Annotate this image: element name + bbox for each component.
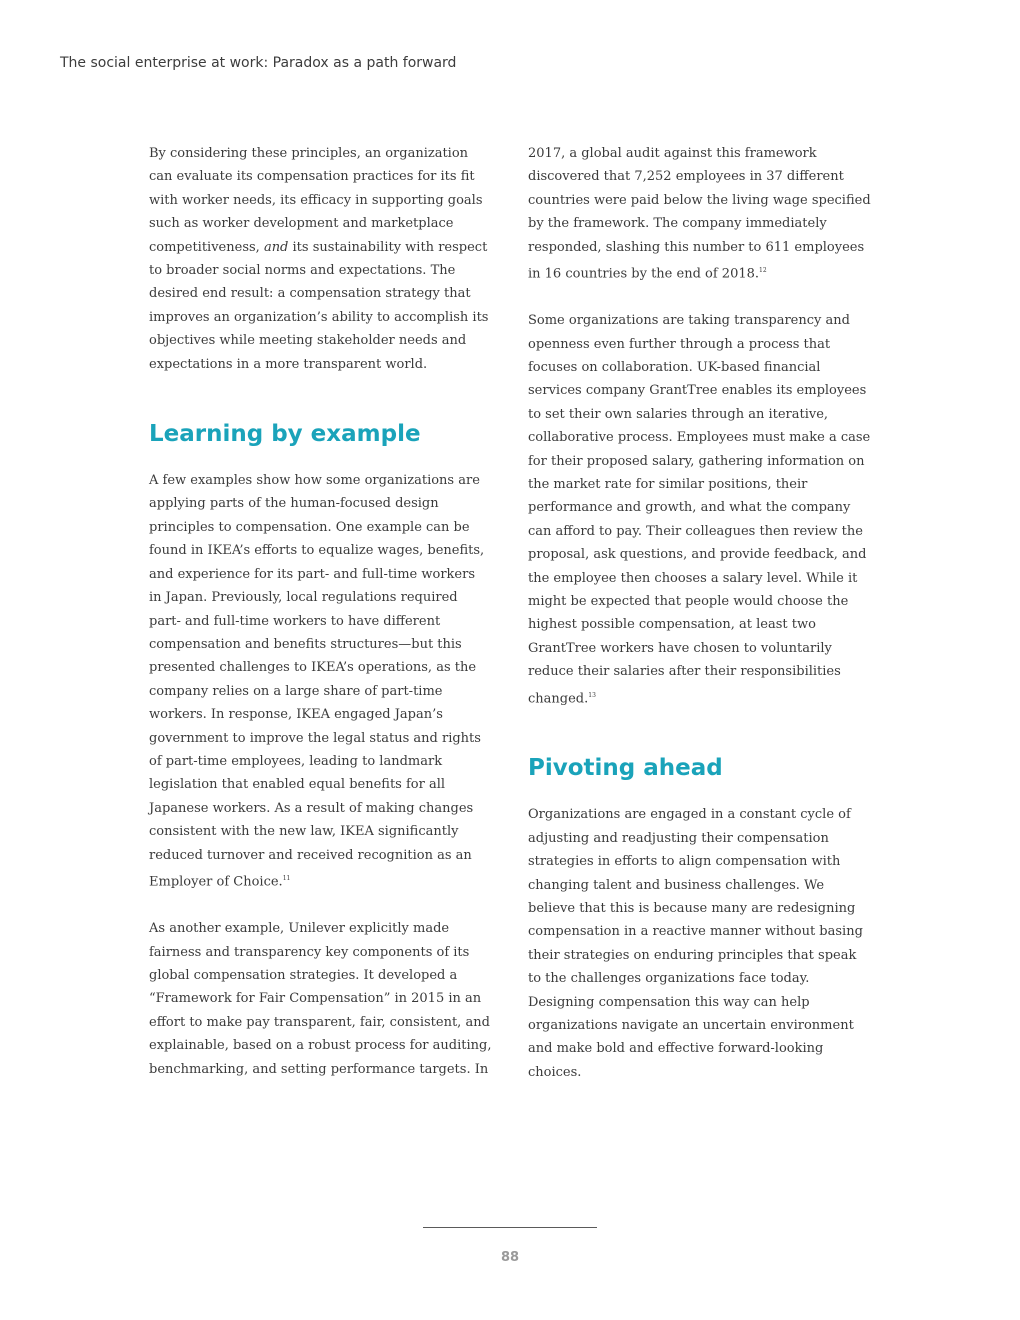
page-number: 88 xyxy=(500,1250,520,1265)
unilever-paragraph: As another example, Unilever explicitly made fairness and transparency key components of its global compensation strategies. It developed a “Framework for Fair Compensation” in 2015 in an effort to make pay transparent, fair, consistent, and explainable, based on a robust process for auditing, benchmarking, and setting performance targets. In xyxy=(149,921,492,1077)
ikea-paragraph xyxy=(149,469,494,894)
granttree-paragraph xyxy=(528,309,873,710)
footer-divider xyxy=(423,1227,597,1228)
pivoting-paragraph: Organizations are engaged in a constant cycle of adjusting and readjusting their compensation strategies in efforts to align compensation with changing talent and business challenges. We believe that this is because many are redesigning compensation in a reactive manner without basing their strategies on enduring principles that speak to the challenges organizations face today. Designing compensation this way can help organizations navigate an uncertain environment and make bold and effective forward-looking choices. xyxy=(528,807,863,1080)
intro-text-part-1: By considering these principles, an organization can evaluate its compensation practices for its fit with worker needs, its efficacy in supporting goals such as worker development and marketplace competitiveness, xyxy=(149,146,483,255)
intro-emphasis: and xyxy=(263,239,289,255)
intro-text-part-2: its sustainability with respect to broader social norms and expectations. The desired end result: a compensation strategy that improves an organization’s ability to accomplish its objectives while meeting stakeholder needs and expectations in a more transparent world. xyxy=(149,239,489,372)
heading-pivoting-ahead: Pivoting ahead xyxy=(528,755,723,782)
footnote-marker-13: 13 xyxy=(588,691,596,699)
intro-paragraph xyxy=(149,142,494,376)
running-header-title: The social enterprise at work: Paradox as a path forward xyxy=(60,55,457,71)
unilever-continued-text: 2017, a global audit against this framework discovered that 7,252 employees in 37 different countries were paid below the living wage specified by the framework. The company immediately responded, slashing this number to 611 employees in 16 countries by the end of 2018. xyxy=(528,146,871,282)
left-column xyxy=(149,142,494,1081)
footnote-marker-11: 11 xyxy=(282,874,291,882)
spacer xyxy=(149,376,494,419)
spacer xyxy=(149,449,494,469)
heading-learning-by-example: Learning by example xyxy=(149,421,421,448)
spacer xyxy=(528,783,873,803)
paragraph-gap xyxy=(149,894,494,917)
granttree-paragraph-text: Some organizations are taking transparency and openness even further through a process that focuses on collaboration. UK-based financial services company GrantTree enables its employees to set their own salaries through an iterative, collaborative process. Employees must make a case for their proposed salary, gathering information on the market rate for similar positions, their performance and growth, and what the company can afford to pay. Their colleagues then review the proposal, ask questions, and provide feedback, and the employee then chooses a salary level. While it might be expected that people would choose the highest possible compensation, at least two GrantTree workers have chosen to voluntarily reduce their salaries after their responsibilities changed. xyxy=(528,313,871,706)
spacer xyxy=(528,710,873,753)
paragraph-gap xyxy=(528,286,873,309)
unilever-continued-paragraph xyxy=(528,142,873,286)
right-column xyxy=(528,142,873,1084)
ikea-paragraph-text: A few examples show how some organizations are applying parts of the human-focused design principles to compensation. One example can be found in IKEA’s efforts to equalize wages, benefits, and experience for its part- and full-time workers in Japan. Previously, local regulations required part- and full-time workers to have different compensation and benefits structures—but this presented challenges to IKEA’s operations, as the company relies on a large share of part-time workers. In response, IKEA engaged Japan’s government to improve the legal status and rights of part-time employees, leading to landmark legislation that enabled equal benefits for all Japanese workers. As a result of making changes consistent with the new law, IKEA significantly reduced turnover and received recognition as an Employer of Choice. xyxy=(149,473,485,890)
footnote-marker-12: 12 xyxy=(759,267,767,275)
